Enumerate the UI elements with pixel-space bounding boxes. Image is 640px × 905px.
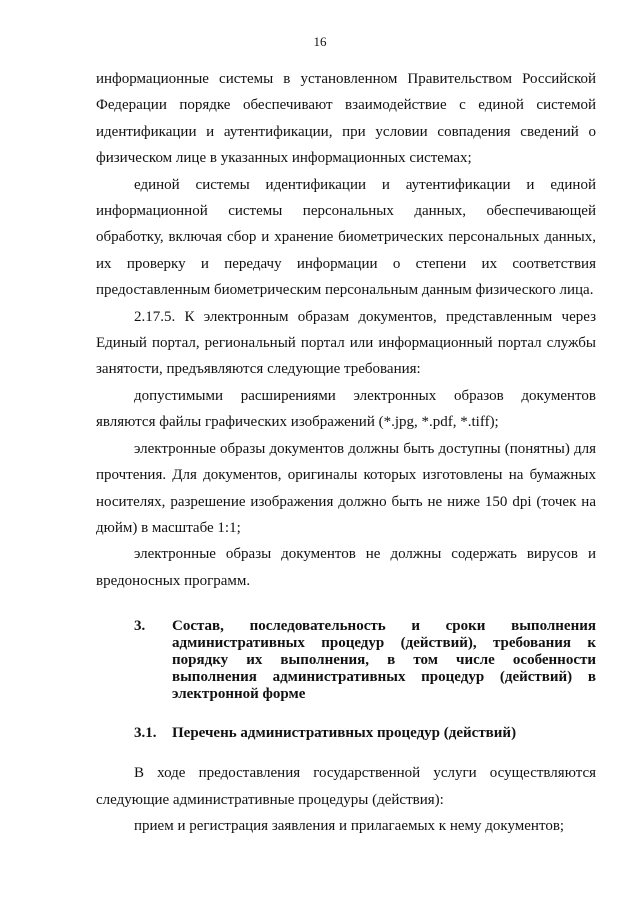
paragraph-viruses: электронные образы документов не должны содержать вирусов и вредоносных программ. — [96, 546, 596, 589]
paragraph-continuation: информационные системы в установленном Правительством Российской Федерации порядке обеспечивают взаимодействие с единой системой идентификации и аутентификации, при условии совпадения сведений о физическом лице в указанных информационных системах; — [96, 71, 596, 167]
paragraph-biometric: единой системы идентификации и аутентификации и единой информационной системы персональных данных, обеспечивающей обработку, включая сбор и хранение биометрических персональных данных, их проверку и передачу информации о степени их соответствия предоставленным биометрическим персональным данным физического лица. — [96, 176, 596, 299]
document-body — [96, 66, 596, 839]
paragraph-readability: электронные образы документов должны быть доступны (понятны) для прочтения. Для документов, оригиналы которых изготовлены на бумажных носителях, разрешение изображения должно быть не ниже 150 dpi (точек на дюйм) в масштабе 1:1; — [96, 440, 596, 536]
section-heading-3 — [96, 618, 596, 703]
paragraph-2-17-5: 2.17.5. К электронным образам документов, представленным через Единый портал, региональный портал или информационный портал службы занятости, предъявляются следующие требования: — [96, 308, 596, 378]
section-number: 3. — [134, 618, 146, 635]
subsection-number: 3.1. — [134, 725, 157, 742]
section-title: Состав, последовательность и сроки выполнения административных процедур (действий), требования к порядку их выполнения, в том числе особенности выполнения административных процедур (действий) в электронной форме — [172, 618, 596, 703]
subsection-title: Перечень административных процедур (действий) — [172, 725, 517, 742]
subsection-heading-3-1 — [96, 725, 596, 742]
page-number: 16 — [313, 34, 327, 49]
paragraph-file-extensions: допустимыми расширениями электронных образов документов являются файлы графических изображений (*.jpg, *.pdf, *.tiff); — [96, 387, 596, 431]
paragraph-procedure-item: прием и регистрация заявления и прилагаемых к нему документов; — [134, 817, 565, 834]
paragraph-procedures-intro: В ходе предоставления государственной услуги осуществляются следующие административные процедуры (действия): — [96, 765, 596, 808]
